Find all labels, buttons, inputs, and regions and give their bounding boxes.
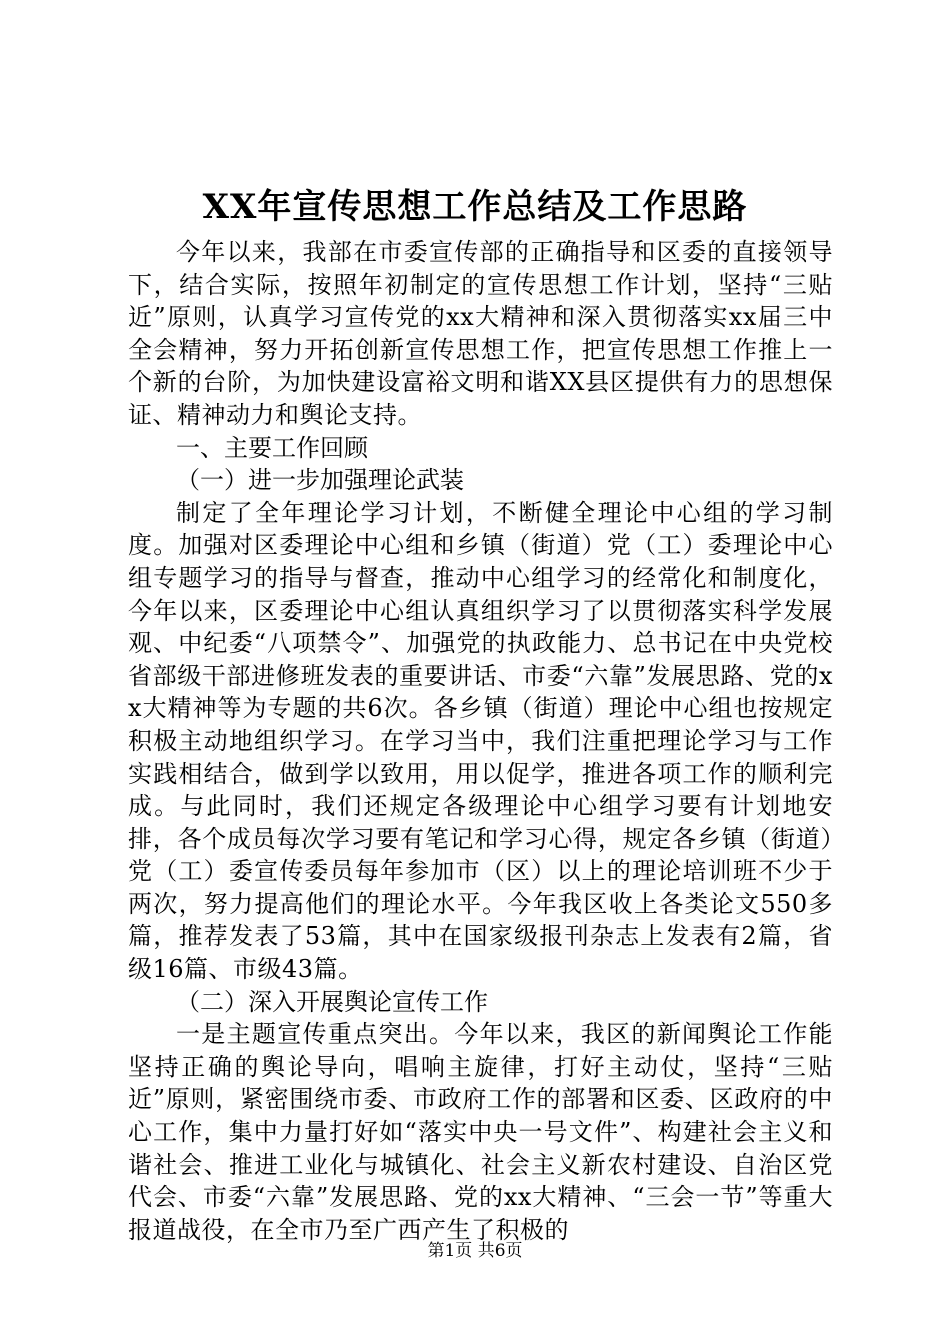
- publicity-paragraph: 一是主题宣传重点突出。今年以来，我区的新闻舆论工作能坚持正确的舆论导向，唱响主旋律，打好主动仗，坚持“三贴近”原则，紧密围绕市委、市政府工作的部署和区委、区政府的中心工作，集中力量打好如“落实中央一号文件”、构建社会主义和谐社会、推进工业化与城镇化、社会主义新农村建设、自治区党代会、市委“六靠”发展思路、党的xx大精神、“三会一节”等重大报道战役，在全市乃至广西产生了积极的: [128, 1020, 833, 1244]
- document-title: XX年宣传思想工作总结及工作思路: [202, 187, 748, 227]
- document-body: [128, 236, 833, 1246]
- theory-paragraph: 制定了全年理论学习计划，不断健全理论中心组的学习制度。加强对区委理论中心组和乡镇（街道）党（工）委理论中心组专题学习的指导与督查，推动中心组学习的经常化和制度化，今年以来，区委理论中心组认真组织学习了以贯彻落实科学发展观、中纪委“八项禁令”、加强党的执政能力、总书记在中央党校省部级干部进修班发表的重要讲话、市委“六靠”发展思路、党的xx大精神等为专题的共6次。各乡镇（街道）理论中心组也按规定积极主动地组织学习。在学习当中，我们注重把理论学习与工作实践相结合，做到学以致用，用以促学，推进各项工作的顺利完成。与此同时，我们还规定各级理论中心组学习要有计划地安排，各个成员每次学习要有笔记和学习心得，规定各乡镇（街道）党（工）委宣传委员每年参加市（区）以上的理论培训班不少于两次，努力提高他们的理论水平。今年我区收上各类论文550多篇，推荐发表了53篇，其中在国家级报刊杂志上发表有2篇，省级16篇、市级43篇。: [128, 498, 833, 984]
- page-footer: 第1页 共6页: [427, 1241, 523, 1261]
- section-heading-review: 一、主要工作回顾: [176, 433, 368, 462]
- subsection-heading-theory: （一）进一步加强理论武装: [176, 466, 464, 495]
- subsection-heading-publicity: （二）深入开展舆论宣传工作: [176, 987, 488, 1016]
- intro-paragraph: 今年以来，我部在市委宣传部的正确指导和区委的直接领导下，结合实际，按照年初制定的宣传思想工作计划，坚持“三贴近”原则，认真学习宣传党的xx大精神和深入贯彻落实xx届三中全会精神，努力开拓创新宣传思想工作，把宣传思想工作推上一个新的台阶，为加快建设富裕文明和谐XX县区提供有力的思想保证、精神动力和舆论支持。: [128, 238, 833, 429]
